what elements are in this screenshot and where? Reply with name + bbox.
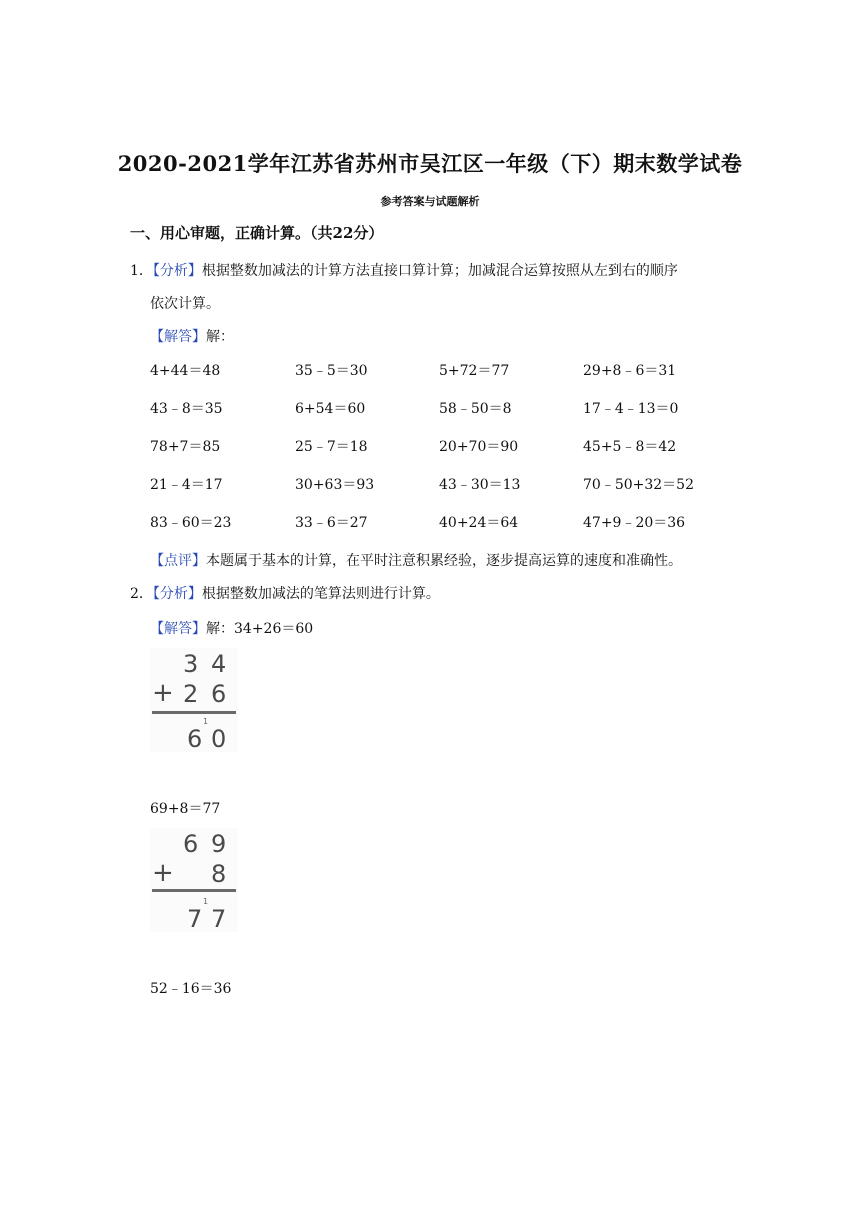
grid-cell: 29+8﹣6＝31 — [583, 363, 677, 379]
grid-cell: 70﹣50+32＝52 — [583, 477, 694, 493]
comment-tag: 【点评】 — [150, 553, 206, 569]
grid-cell: 43﹣8＝35 — [150, 401, 223, 417]
question-2-analysis — [130, 583, 440, 603]
comment-text: 本题属于基本的计算，在平时注意积累经验，逐步提高运算的速度和准确性。 — [206, 553, 682, 569]
calc-digit: 8 — [211, 860, 227, 888]
analysis-tag: 【分析】 — [152, 586, 202, 602]
grid-cell: 33﹣6＝27 — [295, 515, 368, 531]
question-1-comment — [150, 550, 682, 570]
grid-cell: 40+24＝64 — [439, 515, 519, 531]
calc-digit: 7 — [187, 905, 203, 933]
grid-cell: 21﹣4＝17 — [150, 477, 223, 493]
grid-cell: 35﹣5＝30 — [295, 363, 368, 379]
vertical-calculation-2 — [150, 828, 238, 932]
carry-digit: 1 — [203, 897, 209, 906]
grid-cell: 5+72＝77 — [439, 363, 510, 379]
grid-row — [150, 474, 750, 512]
question-number: 2． — [130, 586, 153, 602]
section-heading: 一、用心审题，正确计算。（共22分） — [130, 224, 384, 242]
analysis-tag: 【分析】 — [152, 263, 202, 279]
answer-tag: 【解答】 — [150, 329, 206, 345]
question-2-answer — [150, 618, 313, 638]
answer-grid — [150, 360, 750, 550]
calc-digit: 2 — [183, 680, 199, 708]
carry-digit: 1 — [203, 717, 209, 726]
grid-row — [150, 436, 750, 474]
equation-2: 69+8＝77 — [150, 801, 221, 817]
calc-digit: 0 — [211, 725, 227, 753]
calc-digit: 7 — [211, 905, 227, 933]
calc-digit: 6 — [211, 680, 227, 708]
calc-divider-line — [152, 889, 236, 892]
grid-cell: 47+9﹣20＝36 — [583, 515, 686, 531]
analysis-text: 根据整数加减法的笔算法则进行计算。 — [201, 586, 440, 602]
calc-digit: 6 — [187, 725, 203, 753]
answer-text: 解： — [206, 329, 234, 345]
analysis-text: 根据整数加减法的计算方法直接口算计算；加减混合运算按照从左到右的顺序 — [201, 263, 678, 279]
grid-cell: 58﹣50＝8 — [439, 401, 512, 417]
grid-cell: 6+54＝60 — [295, 401, 366, 417]
grid-cell: 25﹣7＝18 — [295, 439, 368, 455]
calc-digit: 6 — [183, 830, 199, 858]
page-subtitle: 参考答案与试题解析 — [380, 195, 480, 208]
calc-digit: 4 — [211, 650, 227, 678]
question-number: 1． — [130, 263, 153, 279]
question-1-answer — [150, 326, 234, 346]
grid-cell: 30+63＝93 — [295, 477, 375, 493]
vertical-calculation-1 — [150, 648, 238, 752]
answer-text: 解：34+26＝60 — [206, 621, 314, 637]
grid-row — [150, 398, 750, 436]
grid-cell: 17﹣4﹣13＝0 — [583, 401, 679, 417]
grid-cell: 78+7＝85 — [150, 439, 221, 455]
grid-row — [150, 360, 750, 398]
grid-cell: 45+5﹣8＝42 — [583, 439, 677, 455]
page-title: 2020-2021学年江苏省苏州市吴江区一年级（下）期末数学试卷 — [117, 151, 743, 176]
calc-divider-line — [152, 711, 236, 714]
calc-digit: 3 — [183, 650, 199, 678]
grid-row — [150, 512, 750, 550]
analysis-text-continued: 依次计算。 — [150, 296, 220, 312]
grid-cell: 83﹣60＝23 — [150, 515, 232, 531]
grid-cell: 4+44＝48 — [150, 363, 221, 379]
grid-cell: 43﹣30＝13 — [439, 477, 521, 493]
plus-sign: + — [152, 678, 174, 708]
calc-digit: 9 — [211, 830, 227, 858]
answer-tag: 【解答】 — [150, 621, 206, 637]
grid-cell: 20+70＝90 — [439, 439, 519, 455]
question-1-analysis — [130, 260, 678, 280]
equation-3: 52﹣16＝36 — [150, 981, 232, 997]
plus-sign: + — [152, 858, 174, 888]
